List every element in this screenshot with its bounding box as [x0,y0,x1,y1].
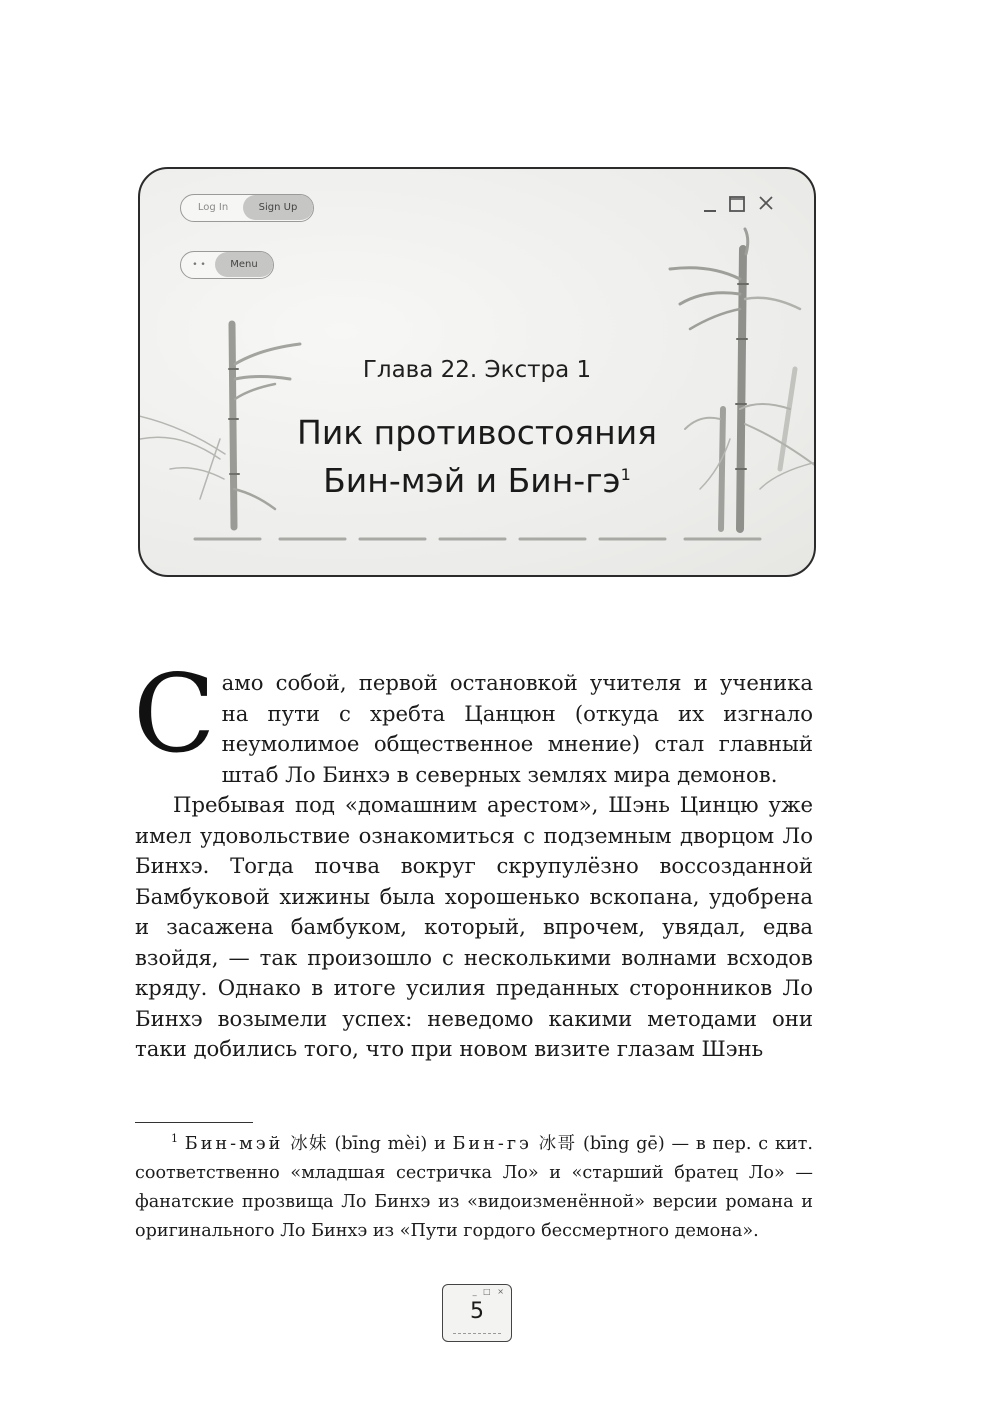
chapter-label: Глава 22. Экстра 1 [362,357,592,383]
page-number-window [442,1284,512,1342]
chapter-title-line2 [140,457,814,505]
signup-button[interactable]: Sign Up [243,195,313,220]
dropcap: С [133,652,216,777]
footnote [135,1130,813,1246]
footnote-term-1-rest: 冰妹 (bīng mèi) и [283,1134,453,1154]
login-button[interactable]: Log In [197,202,229,213]
menu-toggle[interactable] [180,251,274,279]
footnote-term-1: Бин-мэй [184,1134,284,1154]
paragraph: Пребывая под «домашним арестом», Шэнь Цинцю уже имел удовольствие ознакомиться с подземным дворцом Ло Бинхэ. Тогда почва вокруг скрупулёзно воссозданной Бамбуковой хижины была хорошенько вскопана, удобрена и засажена бамбуком, который, впрочем, увядал, едва взойдя, — так произошло с несколькими волнами всходов кряду. Однако в итоге усилия преданных сторонников Ло Бинхэ возымели успех: неведомо какими методами они таки добились того, что при новом визите глазам Шэнь [135,792,813,1061]
footnote-term-2: Бин-гэ [452,1134,532,1154]
menu-button[interactable]: Menu [215,252,273,277]
page-number-underline [453,1333,501,1334]
chapter-title-line1: Пик противостояния [297,413,657,452]
footnote-reference[interactable]: 1 [620,465,631,484]
auth-toggle[interactable] [180,194,314,222]
mini-window-controls: _ □ × [472,1287,506,1296]
chapter-title-line2-text: Бин-мэй и Бин-гэ [323,461,621,500]
body-text [133,652,813,1065]
paragraph [133,652,813,790]
footnote-mark: 1 [171,1132,178,1146]
chapter-title [140,409,814,505]
footnote-divider [135,1122,253,1123]
page-number: 5 [470,1299,484,1324]
face-icon: • • [192,260,206,270]
window-controls [702,191,782,217]
footnote-text: 冰哥 (bīng gē) — в пер. с кит. соответственно «младшая сестричка Ло» и «старший братец Ло» — фанатские прозвища Ло Бинхэ из «видоизменённой» версии романа и оригинального Ло Бинхэ из «Пути гордого бессмертного демона». [135,1134,813,1241]
paragraph-1-text: амо собой, первой остановкой учителя и ученика на пути с хребта Цанцюн (откуда их изгнало неумолимое общественное мнение) стал главный штаб Ло Бинхэ в северных землях мира демонов. [221,670,813,787]
maximize-icon[interactable] [730,197,744,211]
chapter-header-window [138,167,816,577]
close-icon[interactable] [760,197,772,209]
